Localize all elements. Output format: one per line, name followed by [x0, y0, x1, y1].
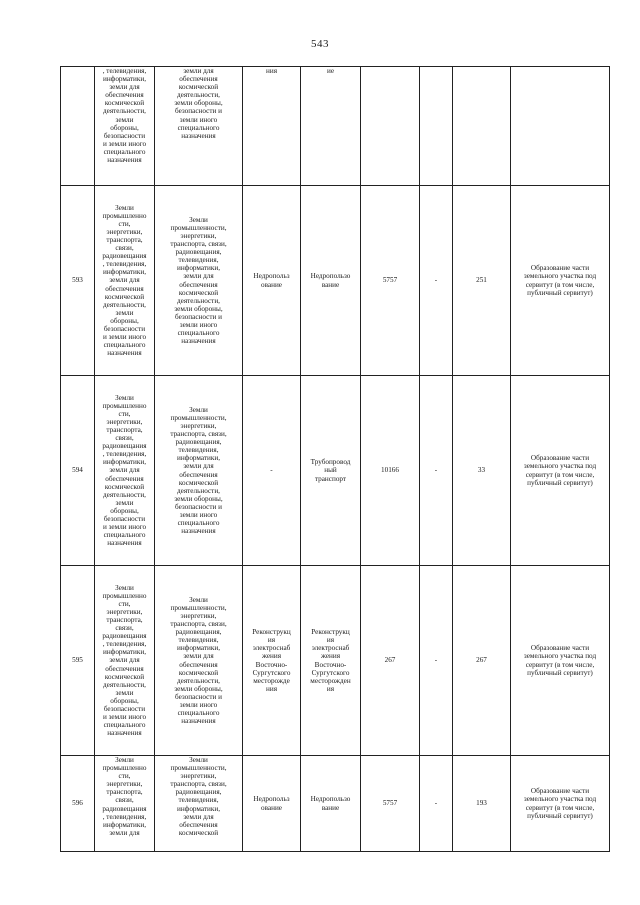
land-category-full-cell: Земли промышленности, энергетики, транспорта, связи, радиовещания, телевидения, информатики, земли для обеспечения космической: [155, 756, 243, 852]
use-type-detail-cell: ие: [301, 67, 361, 186]
land-category-cell: Земли промышленно сти, энергетики, транспорта, связи, радиовещания , телевидения, информатики, земли для: [95, 756, 155, 852]
use-type-detail-cell: Реконструкц ия электроснаб жения Восточно- Сургутского месторожден ия: [301, 566, 361, 756]
use-type-cell: Недропольз ование: [243, 186, 301, 376]
area-cell: 5757: [361, 756, 420, 852]
land-category-full-cell: Земли промышленности, энергетики, транспорта, связи, радиовещания, телевидения, информатики, земли для обеспечения космической деятельности, земли обороны, безопасности и земли иного специального назначения: [155, 566, 243, 756]
use-type-cell: -: [243, 376, 301, 566]
land-category-full-cell: земли для обеспечения космической деятельности, земли обороны, безопасности и земли иного специального назначения: [155, 67, 243, 186]
land-category-cell: Земли промышленно сти, энергетики, транспорта, связи, радиовещания , телевидения, информатики, земли для обеспечения космической деятельности, земли обороны, безопасности и земли иного специального назначения: [95, 566, 155, 756]
use-type-detail-cell: Трубопровод ный транспорт: [301, 376, 361, 566]
page-number: 543: [311, 38, 329, 50]
land-category-cell: , телевидения, информатики, земли для обеспечения космической деятельности, земли обороны, безопасности и земли иного специального назначения: [95, 67, 155, 186]
dash-cell: -: [420, 566, 453, 756]
dash-cell: [420, 67, 453, 186]
value-cell: 33: [453, 376, 511, 566]
row-number-cell: 594: [61, 376, 95, 566]
row-number-cell: 596: [61, 756, 95, 852]
use-type-detail-cell: Недропользо вание: [301, 756, 361, 852]
area-cell: [361, 67, 420, 186]
row-number-cell: 593: [61, 186, 95, 376]
table-row: [61, 566, 610, 756]
table-row: [61, 67, 610, 186]
area-cell: 10166: [361, 376, 420, 566]
value-cell: 251: [453, 186, 511, 376]
land-plot-table: [60, 66, 610, 852]
area-cell: 267: [361, 566, 420, 756]
land-category-cell: Земли промышленно сти, энергетики, транспорта, связи, радиовещания , телевидения, информатики, земли для обеспечения космической деятельности, земли обороны, безопасности и земли иного специального назначения: [95, 186, 155, 376]
value-cell: 267: [453, 566, 511, 756]
dash-cell: -: [420, 186, 453, 376]
purpose-cell: [511, 67, 610, 186]
purpose-cell: Образование части земельного участка под сервитут (в том числе, публичный сервитут): [511, 376, 610, 566]
land-category-cell: Земли промышленно сти, энергетики, транспорта, связи, радиовещания , телевидения, информатики, земли для обеспечения космической деятельности, земли обороны, безопасности и земли иного специального назначения: [95, 376, 155, 566]
table-row: [61, 186, 610, 376]
value-cell: 193: [453, 756, 511, 852]
use-type-detail-cell: Недропользо вание: [301, 186, 361, 376]
area-cell: 5757: [361, 186, 420, 376]
use-type-cell: Недропольз ование: [243, 756, 301, 852]
purpose-cell: Образование части земельного участка под сервитут (в том числе, публичный сервитут): [511, 186, 610, 376]
table-row: [61, 376, 610, 566]
purpose-cell: Образование части земельного участка под сервитут (в том числе, публичный сервитут): [511, 756, 610, 852]
table-row: [61, 756, 610, 852]
row-number-cell: 595: [61, 566, 95, 756]
dash-cell: -: [420, 376, 453, 566]
row-number-cell: [61, 67, 95, 186]
use-type-cell: Реконструкц ия электроснаб жения Восточно- Сургутского месторожде ния: [243, 566, 301, 756]
use-type-cell: ния: [243, 67, 301, 186]
dash-cell: -: [420, 756, 453, 852]
purpose-cell: Образование части земельного участка под сервитут (в том числе, публичный сервитут): [511, 566, 610, 756]
land-category-full-cell: Земли промышленности, энергетики, транспорта, связи, радиовещания, телевидения, информатики, земли для обеспечения космической деятельности, земли обороны, безопасности и земли иного специального назначения: [155, 186, 243, 376]
value-cell: [453, 67, 511, 186]
land-category-full-cell: Земли промышленности, энергетики, транспорта, связи, радиовещания, телевидения, информатики, земли для обеспечения космической деятельности, земли обороны, безопасности и земли иного специального назначения: [155, 376, 243, 566]
